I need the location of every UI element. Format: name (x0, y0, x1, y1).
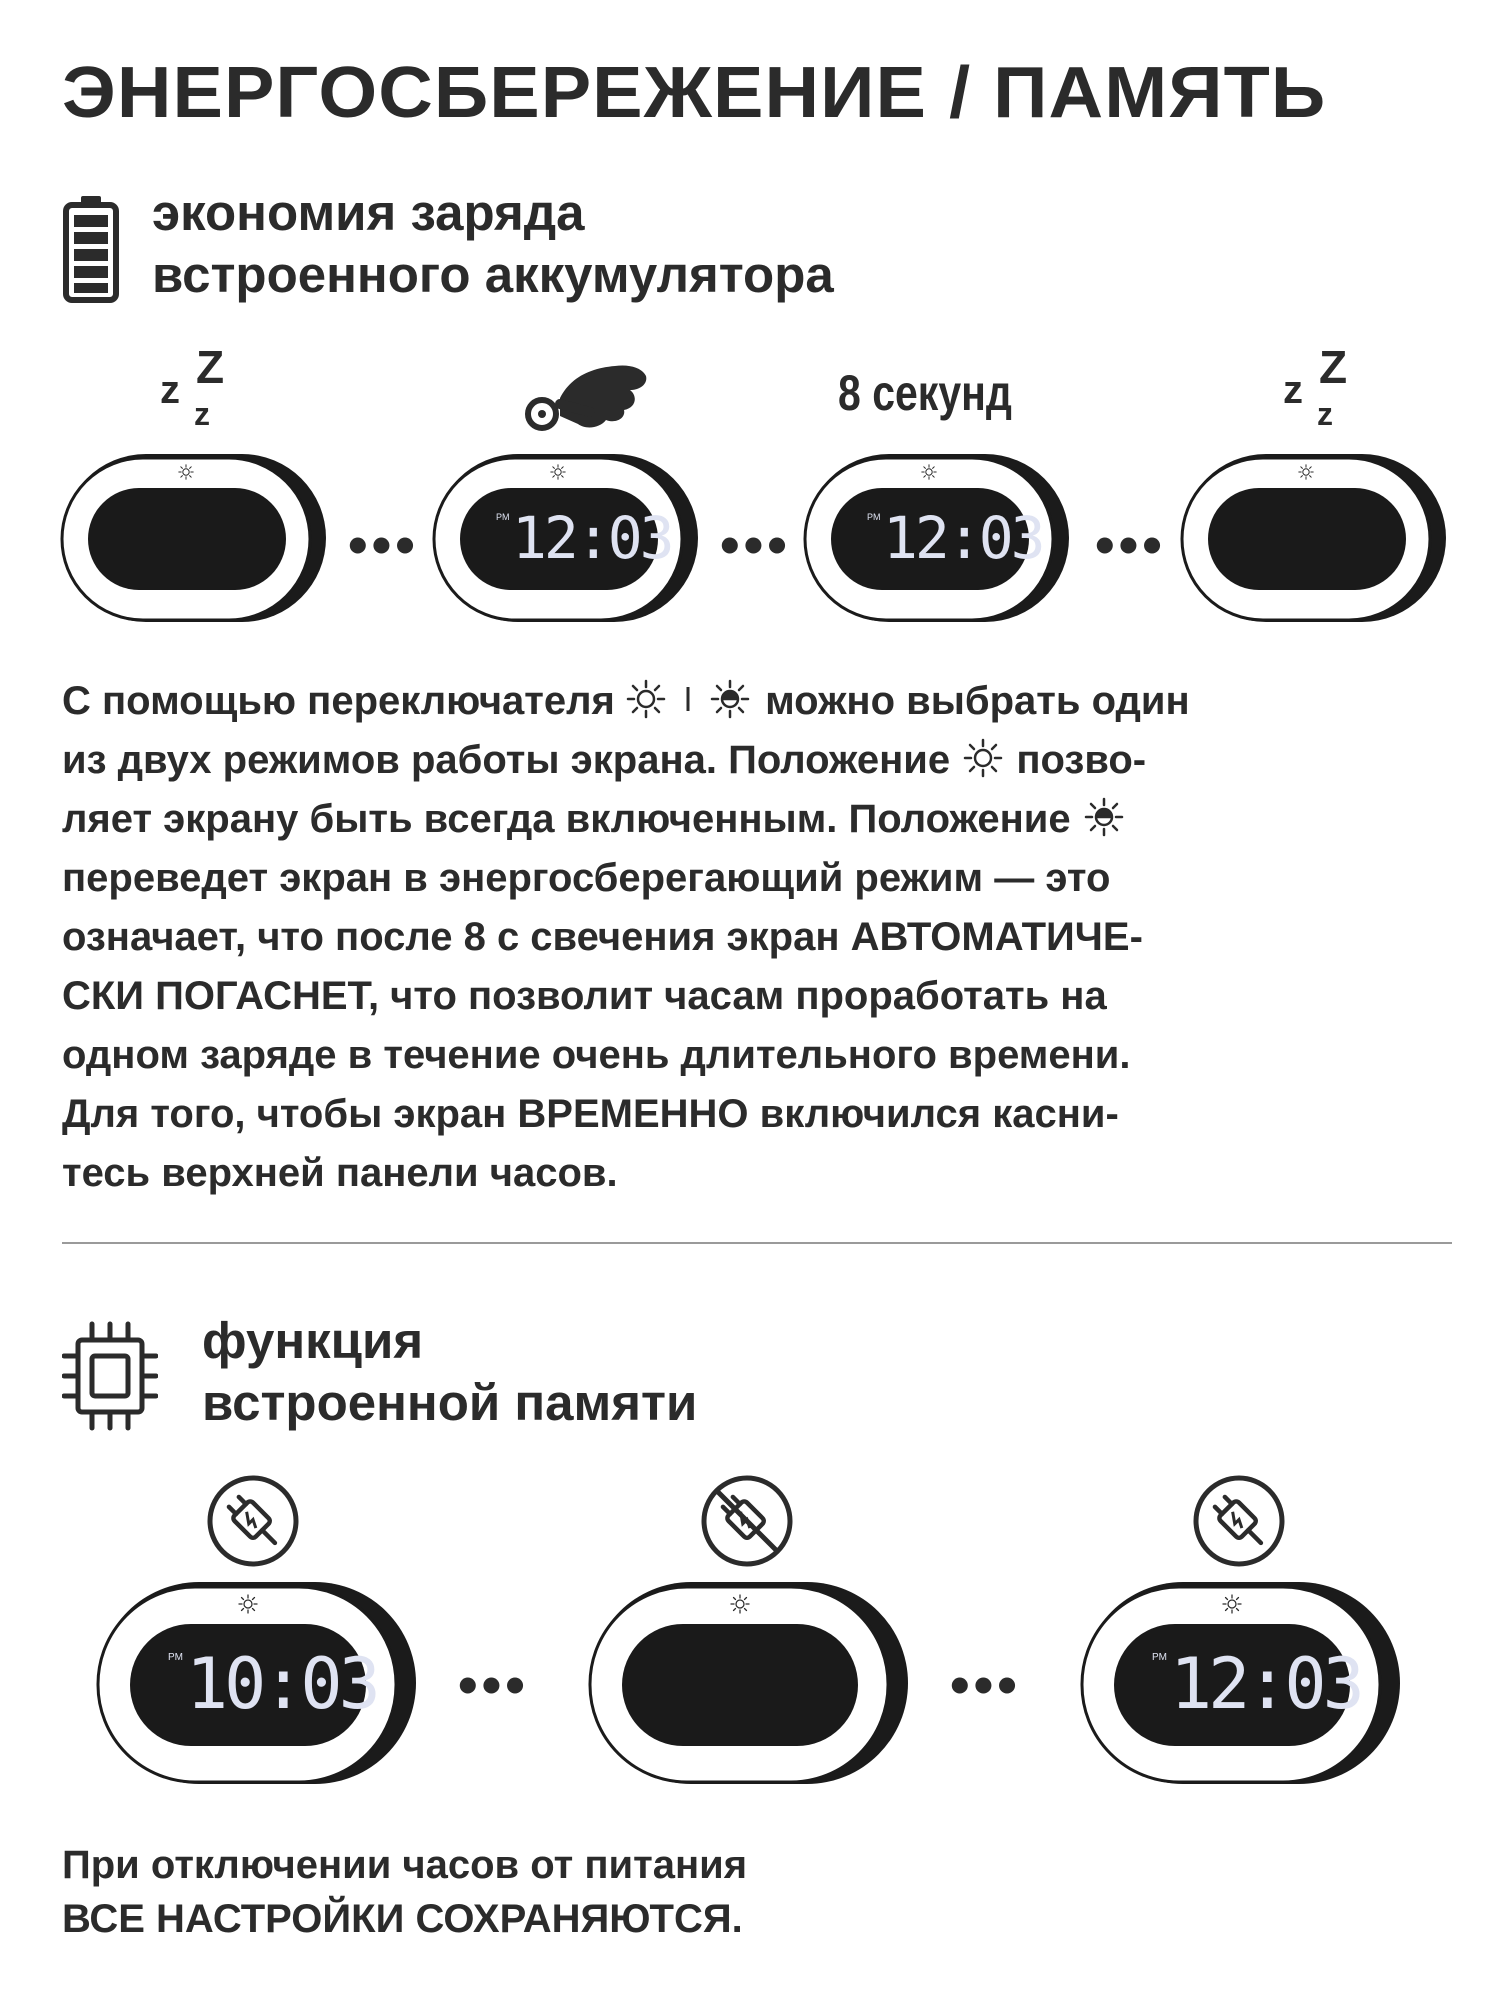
zzz-small: z (1283, 368, 1303, 412)
clock-time-display: 12:03 (512, 504, 672, 572)
clock-pm-label: PM (168, 1652, 183, 1663)
clock-pm-label: PM (496, 512, 510, 522)
sleep-zzz-icon (1283, 340, 1363, 440)
half-sun-icon (1082, 795, 1126, 839)
para-line: Для того, чтобы экран ВРЕМЕННО включился касни- (62, 1092, 1119, 1136)
sleep-zzz-icon (160, 340, 240, 440)
clock-time-display: 10:03 (186, 1643, 377, 1725)
clock-on-4 (1080, 1580, 1402, 1791)
section-divider (62, 1242, 1452, 1244)
section-memory-label-2: встроенной памяти (202, 1374, 698, 1431)
para-line: ляет экрану быть всегда включенным. Положение (62, 790, 1482, 849)
battery-icon (62, 194, 120, 304)
sun-icon (961, 736, 1005, 780)
para-line: С помощью переключателя можно выбрать один (62, 679, 1190, 723)
section-energy-header (62, 182, 834, 306)
page-title: ЭНЕРГОСБЕРЕЖЕНИЕ / ПАМЯТЬ (62, 53, 1327, 133)
plug-disconnected-icon (700, 1474, 794, 1568)
ellipsis-dots: ••• (720, 513, 791, 576)
clock-time-display: 12:03 (883, 504, 1043, 572)
eight-seconds-label: 8 секунд (838, 365, 1012, 421)
ellipsis-dots: ••• (458, 1653, 529, 1716)
plug-connected-icon (1192, 1474, 1286, 1568)
clock-on-2 (803, 452, 1071, 629)
clock-pm-label: PM (1152, 1652, 1167, 1663)
clock-off-2 (1180, 452, 1448, 629)
zzz-small: z (160, 368, 180, 412)
ellipsis-dots: ••• (348, 513, 419, 576)
para-line: одном заряде в течение очень длительного времени. (62, 1033, 1131, 1077)
para-line: из двух режимов работы экрана. Положение позво- (62, 738, 1147, 782)
memory-chip-icon (62, 1320, 158, 1432)
para-line: тесь верхней панели часов. (62, 1151, 618, 1195)
energy-description (62, 672, 1482, 1203)
para-line: СКИ ПОГАСНЕТ, что позволит часам проработать на (62, 974, 1107, 1018)
zzz-tiny: z (1317, 396, 1333, 432)
clock-on-3 (96, 1580, 418, 1791)
footer-line-2: ВСЕ НАСТРОЙКИ СОХРАНЯЮТСЯ. (62, 1897, 743, 1941)
para-line: переведет экран в энергосберегающий режим — это (62, 856, 1111, 900)
para-line: означает, что после 8 с свечения экран АВТОМАТИЧЕ- (62, 915, 1143, 959)
touch-hand-icon (520, 358, 650, 438)
ellipsis-dots: ••• (950, 1653, 1021, 1716)
zzz-large: Z (1319, 341, 1348, 393)
footer-line-1: При отключении часов от питания (62, 1843, 748, 1887)
clock-time-display: 12:03 (1170, 1643, 1361, 1725)
clock-pm-label: PM (867, 512, 881, 522)
zzz-tiny: z (194, 396, 210, 432)
section-energy-label-1: экономия заряда (152, 184, 585, 241)
clock-on-1 (432, 452, 700, 629)
section-energy-label-2: встроенного аккумулятора (152, 246, 834, 303)
ellipsis-dots: ••• (1095, 513, 1166, 576)
section-memory-header (62, 1310, 697, 1434)
plug-connected-icon (206, 1474, 300, 1568)
switch-sun-halfsun-icon (626, 677, 754, 721)
memory-description (62, 1838, 747, 1946)
section-memory-label-1: функция (202, 1312, 424, 1369)
zzz-large: Z (196, 341, 225, 393)
clock-off-1 (60, 452, 328, 629)
clock-off-3 (588, 1580, 910, 1791)
